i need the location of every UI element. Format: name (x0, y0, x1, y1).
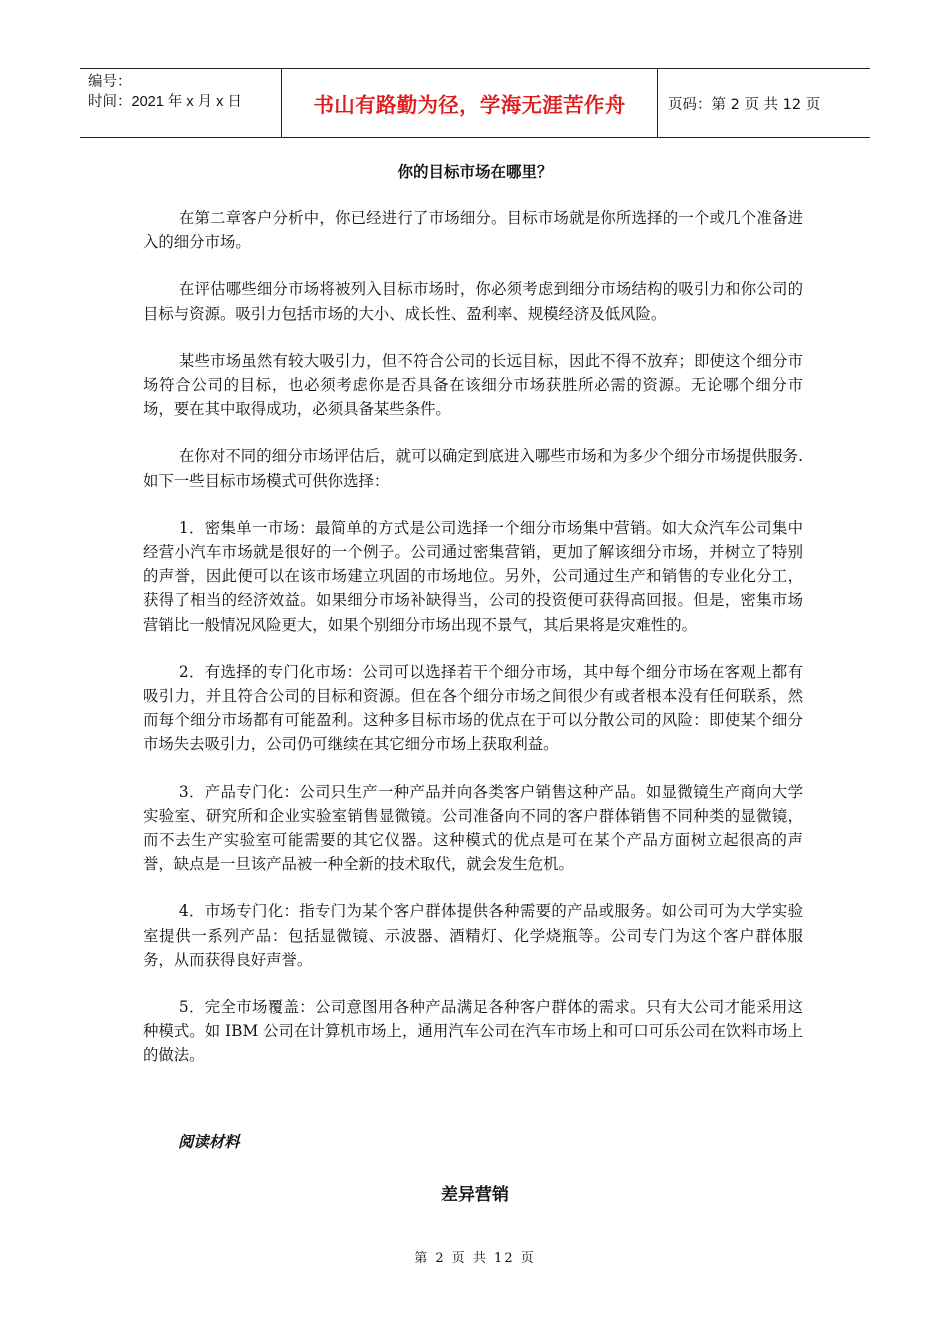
paragraph: 在第二章客户分析中，你已经进行了市场细分。目标市场就是你所选择的一个或几个准备进入的细分市场。 (143, 209, 803, 252)
header-meta-cell (80, 69, 282, 137)
header-page-code: 页码：第 2 页 共 12 页 (668, 96, 821, 113)
paragraph: 2．有选择的专门化市场：公司可以选择若干个细分市场，其中每个细分市场在客观上都有吸引力，并且符合公司的目标和资源。但在各个细分市场之间很少有或者根本没有任何联系，然而每个细分市场都有可能盈利。这种多目标市场的优点在于可以分散公司的风险：即使某个细分市场失去吸引力，公司仍可继续在其它细分市场上获取利益。 (143, 662, 803, 754)
paragraph: 1．密集单一市场：最简单的方式是公司选择一个细分市场集中营销。如大众汽车公司集中经营小汽车市场就是很好的一个例子。公司通过密集营销，更加了解该细分市场，并树立了特别的声誉，因此便可以在该市场建立巩固的市场地位。另外，公司通过生产和销售的专业化分工，获得了相当的经济效益。如果细分市场补缺得当，公司的投资便可获得高回报。但是，密集市场营销比一般情况风险更大，如果个别细分市场出现不景气，其后果将是灾难性的。 (143, 518, 803, 634)
document-body (143, 206, 803, 1091)
document-number-label: 编号： (88, 74, 132, 90)
paragraph: 4．市场专门化：指专门为某个客户群体提供各种需要的产品或服务。如公司可为大学实验室提供一系列产品：包括显微镜、示波器、酒精灯、化学烧瓶等。公司专门为这个客户群体服务，从而获得良好声誉。 (143, 902, 803, 969)
document-time-label: 时间：2021 年 x 月 x 日 (88, 94, 242, 110)
reading-material-label: 阅读材料 (178, 1133, 240, 1151)
paragraph: 在你对不同的细分市场评估后，就可以确定到底进入哪些市场和为多少个细分市场提供服务.如下一些目标市场模式可供你选择： (143, 447, 803, 490)
section-title: 差异营销 (441, 1185, 509, 1205)
page-footer: 第 2 页 共 12 页 (414, 1251, 536, 1266)
document-title: 你的目标市场在哪里？ (397, 163, 553, 181)
paragraph: 在评估哪些细分市场将被列入目标市场时，你必须考虑到细分市场结构的吸引力和你公司的目标与资源。吸引力包括市场的大小、成长性、盈利率、规模经济及低风险。 (143, 280, 803, 323)
header-table (80, 68, 870, 138)
paragraph: 5．完全市场覆盖：公司意图用各种产品满足各种客户群体的需求。只有大公司才能采用这种模式。如 IBM 公司在计算机市场上，通用汽车公司在汽车市场上和可口可乐公司在饮料市场上的做法。 (143, 998, 803, 1065)
header-motto: 书山有路勤为径，学海无涯苦作舟 (282, 69, 658, 137)
paragraph: 某些市场虽然有较大吸引力，但不符合公司的长远目标，因此不得不放弃；即使这个细分市场符合公司的目标，也必须考虑你是否具备在该细分市场获胜所必需的资源。无论哪个细分市场，要在其中取得成功，必须具备某些条件。 (143, 351, 803, 419)
paragraph: 3．产品专门化：公司只生产一种产品并向各类客户销售这种产品。如显微镜生产商向大学实验室、研究所和企业实验室销售显微镜。公司准备向不同的客户群体销售不同种类的显微镜，而不去生产实验室可能需要的其它仪器。这种模式的优点是可在某个产品方面树立起很高的声誉，缺点是一旦该产品被一种全新的技术取代，就会发生危机。 (143, 782, 803, 874)
